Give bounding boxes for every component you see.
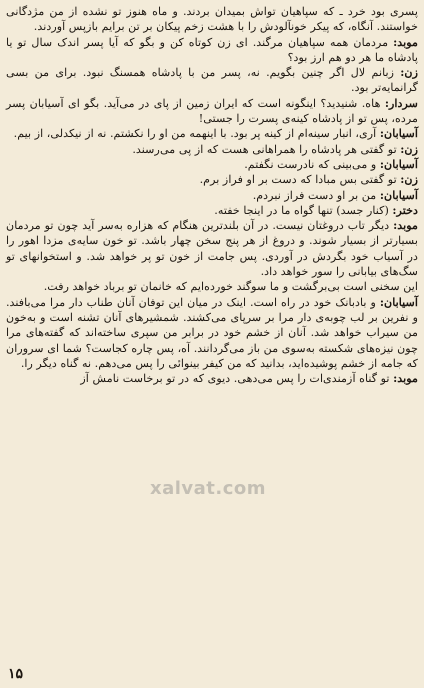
dialogue-entry [6, 218, 418, 279]
dialogue-entry [6, 172, 418, 187]
speaker-label: آسیابان: [379, 187, 418, 202]
dialogue-text: و می‌بینی که نادرست نگفتم. [244, 157, 377, 171]
speaker-label: سردار: [384, 95, 418, 110]
dialogue-text: من بر او دست فراز نبردم. [252, 188, 377, 202]
dialogue-text: تو گناه آزمندی‌ات را پس می‌دهی. دیوی که در تو برخاست نامش آز [80, 372, 390, 386]
speaker-label: آسیابان: [379, 156, 418, 171]
speaker-label: دختر: [392, 202, 418, 217]
dialogue-entry [6, 126, 418, 141]
dialogue-text: این سخنی است بی‌برگشت و ما سوگند خورده‌ایم که خانمان تو برباد خواهد رفت. [43, 280, 418, 294]
speaker-label: موبد: [393, 371, 418, 386]
dialogue-entry [6, 142, 418, 157]
dialogue-text: دیگر تاب دروغتان نیست. در آن بلندترین هنگام که هزاره به‌سر آید چون تو مردمان بسیارتر از بسیار شوند. و دروغ از هر پنج سخن چهار باشد. تو خون سایه‌ی مزدا اهور را در آسیاب خود بگردش در آوردی. پس جامت از خون تو پر خواهد شد. و استخوانهای تو سگ‌های بیابانی را سور خواهد داد. [6, 219, 418, 279]
dialogue-text: (کنار جسد) تنها گواه ما در اینجا خفته. [214, 203, 389, 217]
speaker-label: زن: [400, 65, 418, 80]
dialogue-text: هاه. شنیدید؟ اینگونه است که ایران زمین از پای در می‌آید. بگو ای آسیابان پسر مرده، پس تو از پادشاه کینه‌ی پسرت را جستی! [6, 96, 418, 126]
speaker-label: آسیابان: [379, 294, 418, 309]
speaker-label: آسیابان: [379, 126, 418, 141]
document-page [6, 4, 418, 684]
dialogue-text: تو گفتی بس مبادا که دست بر او فراز برم. [199, 173, 397, 187]
speaker-label: موبد: [393, 218, 418, 233]
watermark-text: xalvat.com [150, 478, 267, 499]
dialogue-text: زبانم لال اگر چنین بگویم. نه، پسر من با پادشاه همسنگ نبود. برای من بسی گرانمایه‌تر بود. [6, 66, 418, 95]
dialogue-entry [6, 371, 418, 386]
dialogue-entry [6, 157, 418, 172]
dialogue-entry [6, 4, 418, 35]
dialogue-entry [6, 295, 418, 371]
dialogue-text: مردمان همه سپاهیان مرگند. ای زن کوتاه کن و بگو که آیا پسر اندک سال تو یا پادشاه ما هر دو هم ارز بود؟ [6, 35, 418, 64]
dialogue-text: آری، انبار سینه‌ام از کینه پر بود. با اینهمه من او را نکشتم. نه از نیکدلی، از بیم. [13, 127, 377, 141]
dialogue-entry [6, 188, 418, 203]
dialogue-entry [6, 96, 418, 127]
dialogue-entry [6, 279, 418, 294]
dialogue-entry [6, 203, 418, 218]
dialogue-text: و بادبانک خود در راه است. اینک در میان این توفان آنان طناب دار مرا می‌بافند. و نفرین بر لب چوبه‌ی دار مرا بر سرپای می‌کشند. شمشیرهای آنان تشنه است و به‌خون من سیراب خواهد شد. آنان از خشم خود در برابر من سپری ساخته‌اند که گفته‌های مرا چون نیزه‌های شکسته به‌سوی من باز می‌گردانند. آه، پس چاره کجاست؟ شما ای سروران که جامه از خشم پوشیده‌اید، بدانید که من کیفر بینوائی را پس می‌دهم. نه گناه دیگر را. [6, 295, 418, 370]
speaker-label: زن: [400, 172, 418, 187]
dialogue-text: تو گفتی هر پادشاه را همراهانی هست که از پی می‌رسند. [132, 142, 397, 156]
speaker-label: زن: [400, 141, 418, 156]
page-number: ۱۵ [8, 666, 24, 682]
dialogue-entry [6, 35, 418, 66]
dialogue-entry [6, 65, 418, 96]
dialogue-text: پسری بود خرد ـ که سپاهیان تواش بمیدان بردند. و ماه هنوز تو نشده از من مژدگانی خواستند. آنگاه، که پیکر خونآلودش را با هشت زخم پیکان بر تن برایم بازپس آوردند. [6, 5, 418, 34]
speaker-label: موبد: [393, 34, 418, 49]
